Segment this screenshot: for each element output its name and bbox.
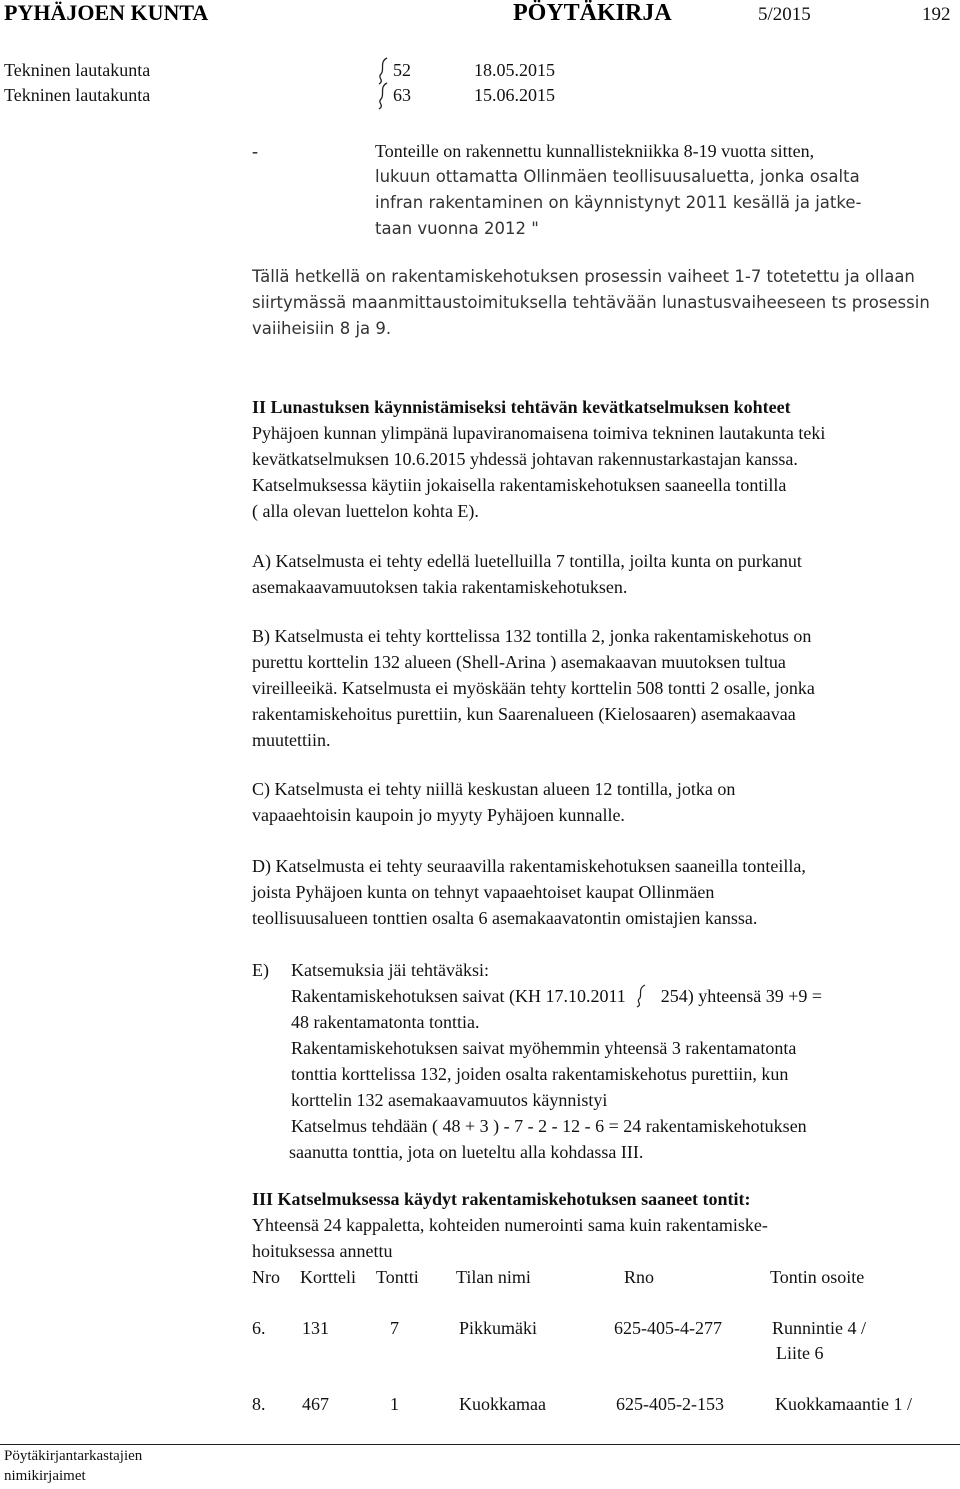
- meeting-date: 18.05.2015: [474, 60, 555, 80]
- text-line: rakentamiskehoitus purettiin, kun Saarenalueen (Kielosaaren) asemakaavaa: [252, 704, 796, 724]
- text-line: Pyhäjoen kunnan ylimpänä lupaviranomaisena toimiva tekninen lautakunta teki: [252, 423, 826, 443]
- cell-rno: 625-405-2-153: [616, 1394, 724, 1414]
- text-line: C) Katselmusta ei tehty niillä keskustan alueen 12 tontilla, jotka on: [252, 779, 736, 799]
- cell-tilan-nimi: Pikkumäki: [459, 1318, 538, 1338]
- text-line: korttelin 132 asemakaavamuutos käynnistyi: [291, 1090, 608, 1110]
- quote-dash: -: [252, 141, 258, 161]
- column-header-rno: Rno: [624, 1267, 655, 1287]
- section-sign-icon: [375, 81, 393, 111]
- footer-label: Pöytäkirjantarkastajien: [4, 1448, 143, 1464]
- text-line: [291, 983, 951, 1009]
- text-line: vapaaehtoisin kaupoin jo myyty Pyhäjoen kunnalle.: [252, 805, 625, 825]
- text-line: infran rakentaminen on käynnistynyt 2011 kesällä ja jatke-: [375, 193, 862, 212]
- board-name: Tekninen lautakunta: [4, 85, 151, 105]
- text-line: taan vuonna 2012 ": [375, 219, 539, 238]
- text-line-part: 254) yhteensä 39 +9 =: [660, 986, 823, 1006]
- text-line: D) Katselmusta ei tehty seuraavilla rakentamiskehotuksen saaneilla tonteilla,: [252, 856, 806, 876]
- text-line: ( alla olevan luettelon kohta E).: [252, 501, 479, 521]
- footer-label: nimikirjaimet: [4, 1468, 86, 1484]
- column-header-kortteli: Kortteli: [300, 1267, 356, 1287]
- column-header-osoite: Tontin osoite: [770, 1267, 865, 1287]
- municipality-name: PYHÄJOEN KUNTA: [4, 0, 209, 25]
- text-line: 48 rakentamatonta tonttia.: [291, 1012, 480, 1032]
- text-line: saanutta tonttia, jota on lueteltu alla kohdassa III.: [289, 1142, 644, 1162]
- section-number: 52: [393, 60, 411, 80]
- footer: [4, 1446, 142, 1486]
- section-3: [252, 1186, 952, 1264]
- text-line: Katsemuksia jäi tehtäväksi:: [291, 960, 489, 980]
- cell-osoite: Kuokkamaantie 1 /: [775, 1394, 912, 1414]
- text-line: kevätkatselmuksen 10.6.2015 yhdessä johtavan rakennustarkastajan kanssa.: [252, 449, 798, 469]
- text-line: teollisuusalueen tonttien osalta 6 asemakaavatontin omistajien kanssa.: [252, 908, 758, 928]
- column-header-tilan-nimi: Tilan nimi: [456, 1267, 531, 1287]
- item-b: [252, 623, 952, 753]
- cell-osoite-cont: Liite 6: [776, 1343, 824, 1363]
- footer-divider: [0, 1444, 960, 1445]
- cell-tontti: 7: [390, 1318, 399, 1338]
- text-line: asemakaavamuutoksen takia rakentamiskehotuksen.: [252, 577, 628, 597]
- text-line: Tällä hetkellä on rakentamiskehotuksen prosessin vaiheet 1-7 totetettu ja ollaan: [252, 267, 915, 286]
- header-row-1: [4, 57, 150, 83]
- intro-paragraph: [252, 264, 952, 342]
- text-line: A) Katselmusta ei tehty edellä luetelluilla 7 tontilla, joilta kunta on purkanut: [252, 551, 802, 571]
- text-line: purettu korttelin 132 alueen (Shell-Arina ) asemakaavan muutoksen tultua: [252, 652, 786, 672]
- item-e: [291, 957, 951, 1165]
- text-line: Yhteensä 24 kappaletta, kohteiden numerointi sama kuin rakentamiske-: [252, 1215, 768, 1235]
- board-name: Tekninen lautakunta: [4, 60, 151, 80]
- section-heading: II Lunastuksen käynnistämiseksi tehtävän kevätkatselmuksen kohteet: [252, 397, 791, 417]
- quote-paragraph: [375, 138, 945, 242]
- item-e-label: E): [252, 960, 269, 980]
- item-d: [252, 853, 952, 931]
- text-line: tonttia korttelissa 132, joiden osalta rakentamiskehotus purettiin, kun: [291, 1064, 789, 1084]
- cell-tilan-nimi: Kuokkamaa: [459, 1394, 546, 1414]
- text-line: Katselmus tehdään ( 48 + 3 ) - 7 - 2 - 12 - 6 = 24 rakentamiskehotuksen: [291, 1116, 807, 1136]
- text-line: vaiiheisiin 8 ja 9.: [252, 319, 392, 338]
- item-c: [252, 776, 952, 828]
- cell-rno: 625-405-4-277: [614, 1318, 722, 1338]
- cell-nro: 6.: [252, 1318, 266, 1338]
- meeting-date: 15.06.2015: [474, 85, 555, 105]
- text-line: joista Pyhäjoen kunta on tehnyt vapaaehtoiset kaupat Ollinmäen: [252, 882, 715, 902]
- section-2: [252, 394, 952, 524]
- text-line: Katselmuksessa käytiin jokaisella rakentamiskehotuksen saaneella tontilla: [252, 475, 787, 495]
- item-a: [252, 548, 952, 600]
- section-sign-icon: [634, 984, 650, 1008]
- section-number: 63: [393, 85, 411, 105]
- text-line: hoituksessa annettu: [252, 1241, 393, 1261]
- column-header-nro: Nro: [252, 1267, 280, 1287]
- text-line-part: Rakentamiskehotuksen saivat (KH 17.10.2011: [291, 986, 626, 1006]
- cell-kortteli: 467: [302, 1394, 329, 1414]
- text-line: Tonteille on rakennettu kunnallistekniikka 8-19 vuotta sitten,: [375, 141, 815, 161]
- text-line: siirtymässä maanmittaustoimituksella tehtävään lunastusvaiheeseen ts prosessin: [252, 293, 930, 312]
- section-heading: III Katselmuksessa käydyt rakentamiskehotuksen saaneet tontit:: [252, 1189, 751, 1209]
- text-line: Rakentamiskehotuksen saivat myöhemmin yhteensä 3 rakentamatonta: [291, 1038, 797, 1058]
- text-line: lukuun ottamatta Ollinmäen teollisuusaluetta, jonka osalta: [375, 167, 860, 186]
- column-header-tontti: Tontti: [376, 1267, 419, 1287]
- cell-kortteli: 131: [302, 1318, 329, 1338]
- text-line: vireilleeikä. Katselmusta ei myöskään tehty korttelin 508 tontti 2 osalle, jonka: [252, 678, 815, 698]
- text-line: B) Katselmusta ei tehty korttelissa 132 tontilla 2, jonka rakentamiskehotus on: [252, 626, 812, 646]
- cell-nro: 8.: [252, 1394, 266, 1414]
- document-type: PÖYTÄKIRJA: [513, 0, 672, 26]
- header-row-2: [4, 82, 150, 108]
- issue-number: 5/2015: [758, 4, 811, 25]
- cell-tontti: 1: [390, 1394, 399, 1414]
- cell-osoite: Runnintie 4 /: [772, 1318, 866, 1338]
- page-number: 192: [922, 4, 951, 25]
- text-line: muutettiin.: [252, 730, 331, 750]
